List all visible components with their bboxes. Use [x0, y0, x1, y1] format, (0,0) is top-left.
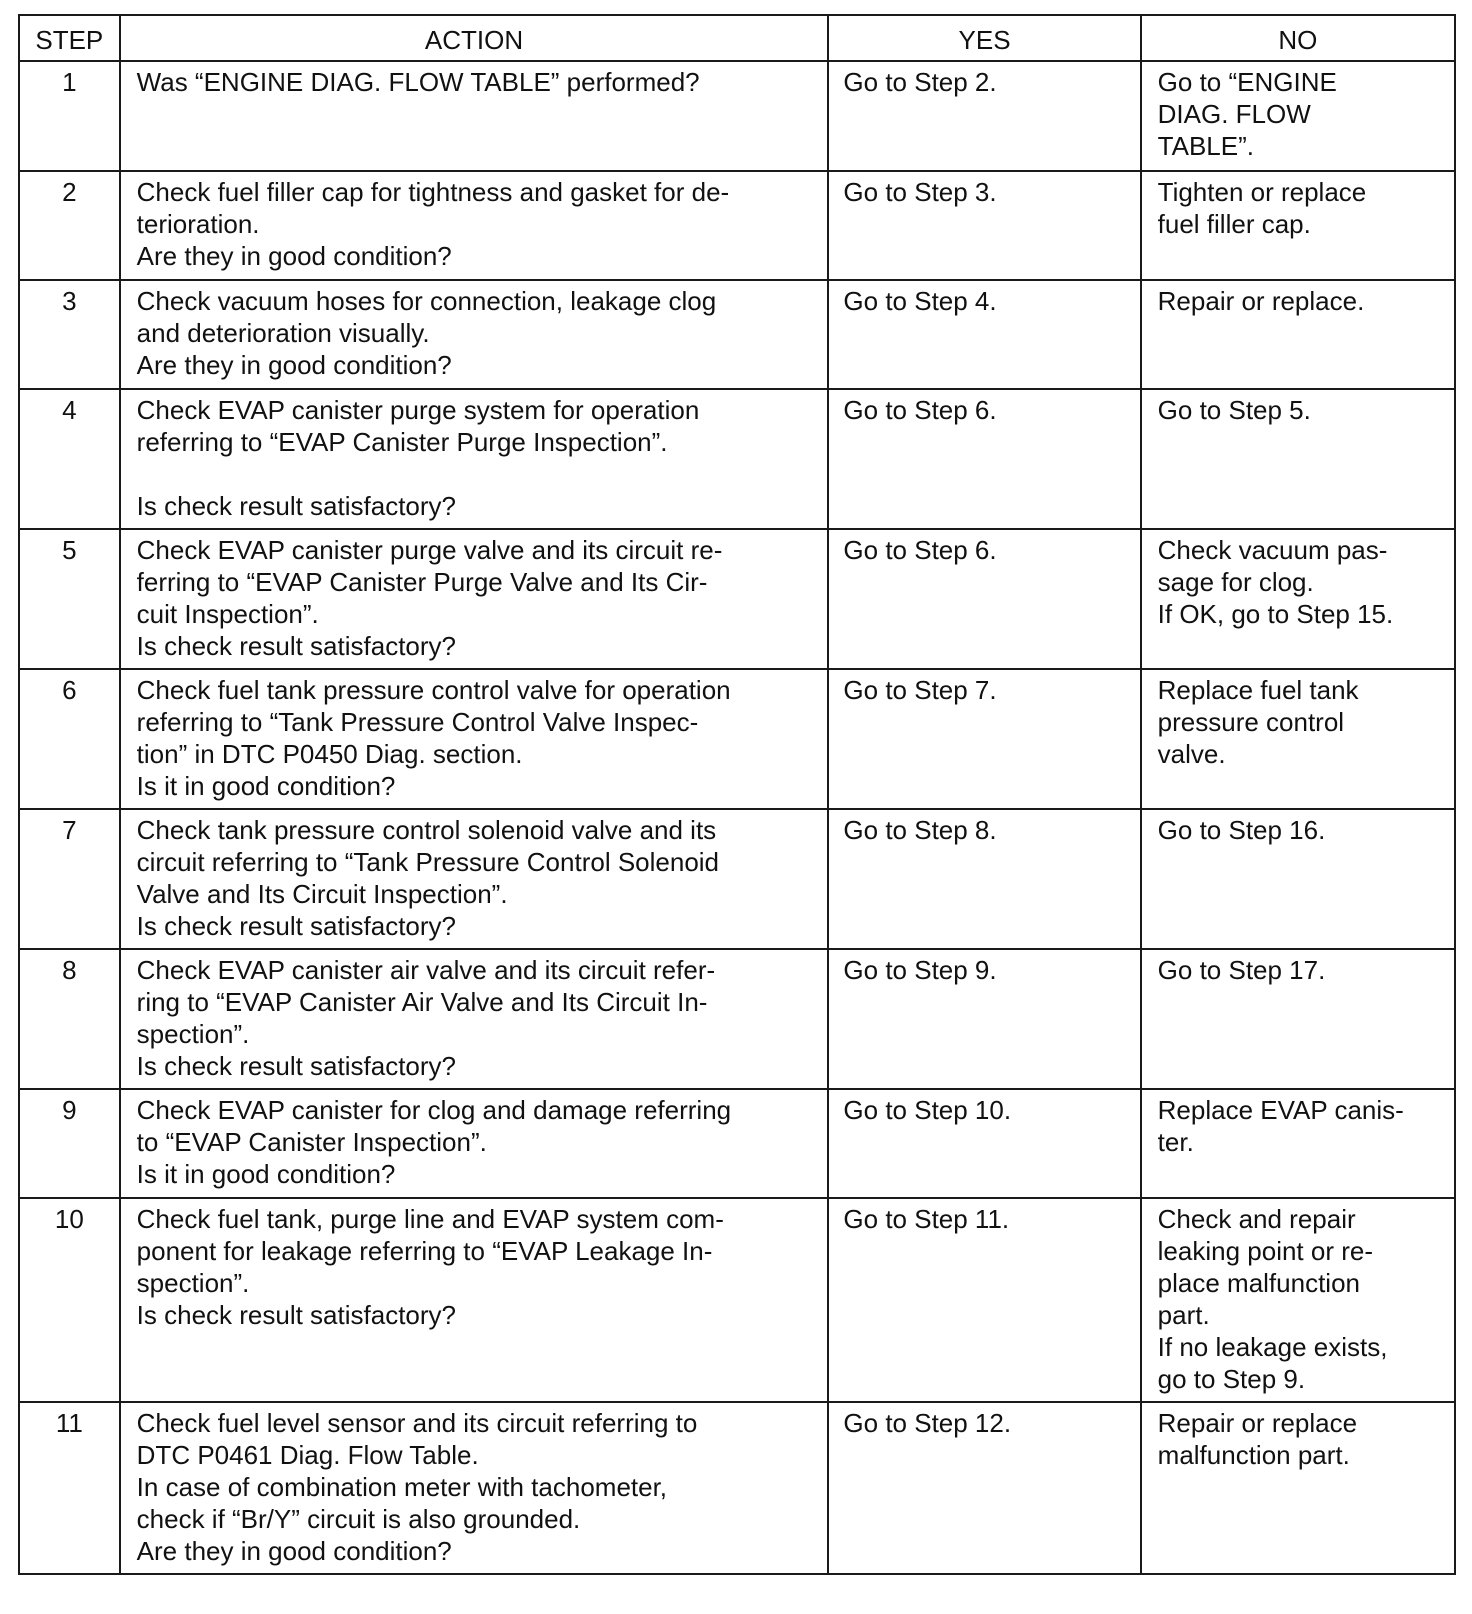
- no-result: Replace fuel tank pressure control valve.: [1141, 669, 1455, 809]
- yes-result: Go to Step 12.: [828, 1402, 1140, 1574]
- no-result: Go to Step 17.: [1141, 949, 1455, 1089]
- no-result: Tighten or replace fuel filler cap.: [1141, 171, 1455, 280]
- diagnostic-flow-table-page: [18, 14, 1456, 1575]
- action-text: Check fuel filler cap for tightness and gasket for de- terioration. Are they in good condition?: [120, 171, 829, 280]
- yes-result: Go to Step 7.: [828, 669, 1140, 809]
- action-text: Check tank pressure control solenoid valve and its circuit referring to “Tank Pressure Control Solenoid Valve and Its Circuit Inspection”. Is check result satisfactory?: [120, 809, 829, 949]
- table-row: [19, 171, 1455, 280]
- diagnostic-flow-table: [18, 14, 1456, 1575]
- action-text: Check fuel tank, purge line and EVAP system com- ponent for leakage referring to “EVAP Leakage In- spection”. Is check result satisfactory?: [120, 1198, 829, 1402]
- yes-result: Go to Step 9.: [828, 949, 1140, 1089]
- header-no: NO: [1141, 15, 1455, 61]
- table-row: [19, 669, 1455, 809]
- step-number: 5: [19, 529, 120, 669]
- step-number: 1: [19, 61, 120, 171]
- table-row: [19, 949, 1455, 1089]
- no-result: Repair or replace.: [1141, 280, 1455, 389]
- header-step: STEP: [19, 15, 120, 61]
- step-number: 7: [19, 809, 120, 949]
- no-result: Go to Step 16.: [1141, 809, 1455, 949]
- step-number: 9: [19, 1089, 120, 1198]
- table-row: [19, 1089, 1455, 1198]
- yes-result: Go to Step 11.: [828, 1198, 1140, 1402]
- no-result: Repair or replace malfunction part.: [1141, 1402, 1455, 1574]
- action-text: Was “ENGINE DIAG. FLOW TABLE” performed?: [120, 61, 829, 171]
- header-yes: YES: [828, 15, 1140, 61]
- no-result: Go to Step 5.: [1141, 389, 1455, 529]
- no-result: Check and repair leaking point or re- place malfunction part. If no leakage exists, go to Step 9.: [1141, 1198, 1455, 1402]
- step-number: 3: [19, 280, 120, 389]
- no-result: Check vacuum pas- sage for clog. If OK, go to Step 15.: [1141, 529, 1455, 669]
- yes-result: Go to Step 3.: [828, 171, 1140, 280]
- yes-result: Go to Step 6.: [828, 389, 1140, 529]
- action-text: Check EVAP canister for clog and damage referring to “EVAP Canister Inspection”. Is it in good condition?: [120, 1089, 829, 1198]
- table-header-row: [19, 15, 1455, 61]
- yes-result: Go to Step 6.: [828, 529, 1140, 669]
- table-row: [19, 529, 1455, 669]
- action-text: Check fuel level sensor and its circuit referring to DTC P0461 Diag. Flow Table. In case of combination meter with tachometer, check if “Br/Y” circuit is also grounded. Are they in good condition?: [120, 1402, 829, 1574]
- yes-result: Go to Step 4.: [828, 280, 1140, 389]
- table-row: [19, 61, 1455, 171]
- step-number: 10: [19, 1198, 120, 1402]
- action-text: Check EVAP canister air valve and its circuit refer- ring to “EVAP Canister Air Valve and Its Circuit In- spection”. Is check result satisfactory?: [120, 949, 829, 1089]
- step-number: 8: [19, 949, 120, 1089]
- no-result: Go to “ENGINE DIAG. FLOW TABLE”.: [1141, 61, 1455, 171]
- table-row: [19, 809, 1455, 949]
- yes-result: Go to Step 8.: [828, 809, 1140, 949]
- table-row: [19, 1402, 1455, 1574]
- action-text: Check EVAP canister purge system for operation referring to “EVAP Canister Purge Inspection”. Is check result satisfactory?: [120, 389, 829, 529]
- yes-result: Go to Step 2.: [828, 61, 1140, 171]
- no-result: Replace EVAP canis- ter.: [1141, 1089, 1455, 1198]
- yes-result: Go to Step 10.: [828, 1089, 1140, 1198]
- step-number: 11: [19, 1402, 120, 1574]
- table-row: [19, 1198, 1455, 1402]
- table-row: [19, 389, 1455, 529]
- action-text: Check EVAP canister purge valve and its circuit re- ferring to “EVAP Canister Purge Valve and Its Cir- cuit Inspection”. Is check result satisfactory?: [120, 529, 829, 669]
- step-number: 2: [19, 171, 120, 280]
- action-text: Check fuel tank pressure control valve for operation referring to “Tank Pressure Control Valve Inspec- tion” in DTC P0450 Diag. section. Is it in good condition?: [120, 669, 829, 809]
- header-action: ACTION: [120, 15, 829, 61]
- table-row: [19, 280, 1455, 389]
- step-number: 6: [19, 669, 120, 809]
- step-number: 4: [19, 389, 120, 529]
- action-text: Check vacuum hoses for connection, leakage clog and deterioration visually. Are they in good condition?: [120, 280, 829, 389]
